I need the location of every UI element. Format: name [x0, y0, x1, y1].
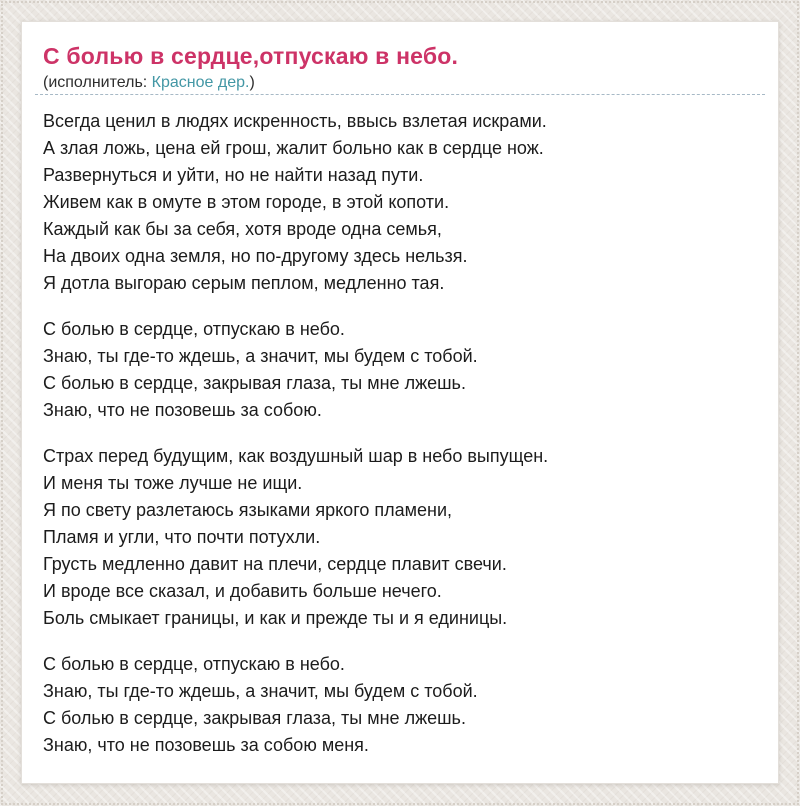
lyric-line: И вроде все сказал, и добавить больше нечего.	[43, 581, 442, 601]
lyric-line: Пламя и угли, что почти потухли.	[43, 527, 321, 547]
lyric-line: Всегда ценил в людях искренность, ввысь взлетая искрами.	[43, 111, 547, 131]
page-title: С болью в сердце,отпускаю в небо.	[43, 43, 459, 69]
lyric-line: Я дотла выгораю серым пеплом, медленно тая.	[43, 273, 445, 293]
lyric-line: Знаю, что не позовешь за собою меня.	[43, 735, 369, 755]
lyric-line: С болью в сердце, отпускаю в небо.	[43, 319, 345, 339]
lyric-line: И меня ты тоже лучше не ищи.	[43, 473, 303, 493]
lyric-line: Знаю, ты где-то ждешь, а значит, мы будем с тобой.	[43, 346, 478, 366]
lyric-line: Знаю, ты где-то ждешь, а значит, мы будем с тобой.	[43, 681, 478, 701]
artist-label-prefix: (исполнитель:	[43, 74, 152, 91]
lyric-line: Живем как в омуте в этом городе, в этой копоти.	[43, 192, 450, 212]
lyric-line: С болью в сердце, закрывая глаза, ты мне лжешь.	[43, 373, 466, 393]
lyrics-text	[43, 108, 757, 759]
lyric-line: Грусть медленно давит на плечи, сердце плавит свечи.	[43, 554, 507, 574]
lyric-line: Развернуться и уйти, но не найти назад пути.	[43, 165, 424, 185]
lyric-line: Каждый как бы за себя, хотя вроде одна семья,	[43, 219, 442, 239]
lyrics-card	[21, 21, 779, 784]
artist-line	[43, 73, 757, 94]
lyric-stanza	[43, 651, 757, 759]
lyric-line: Страх перед будущим, как воздушный шар в небо выпущен.	[43, 446, 549, 466]
lyric-stanza	[43, 316, 757, 424]
lyric-line: На двоих одна земля, но по-другому здесь нельзя.	[43, 246, 468, 266]
lyric-line: С болью в сердце, отпускаю в небо.	[43, 654, 345, 674]
lyric-stanza	[43, 108, 757, 297]
lyric-line: С болью в сердце, закрывая глаза, ты мне лжешь.	[43, 708, 466, 728]
artist-link[interactable]: Красное дер.	[151, 74, 250, 91]
lyric-line: Знаю, что не позовешь за собою.	[43, 400, 322, 420]
lyric-line: Я по свету разлетаюсь языками яркого пламени,	[43, 500, 453, 520]
artist-label-suffix: )	[249, 74, 255, 91]
lyric-stanza	[43, 443, 757, 632]
lyric-line: Боль смыкает границы, и как и прежде ты и я единицы.	[43, 608, 508, 628]
lyrics-header	[35, 22, 765, 95]
lyric-line: А злая ложь, цена ей грош, жалит больно как в сердце нож.	[43, 138, 544, 158]
